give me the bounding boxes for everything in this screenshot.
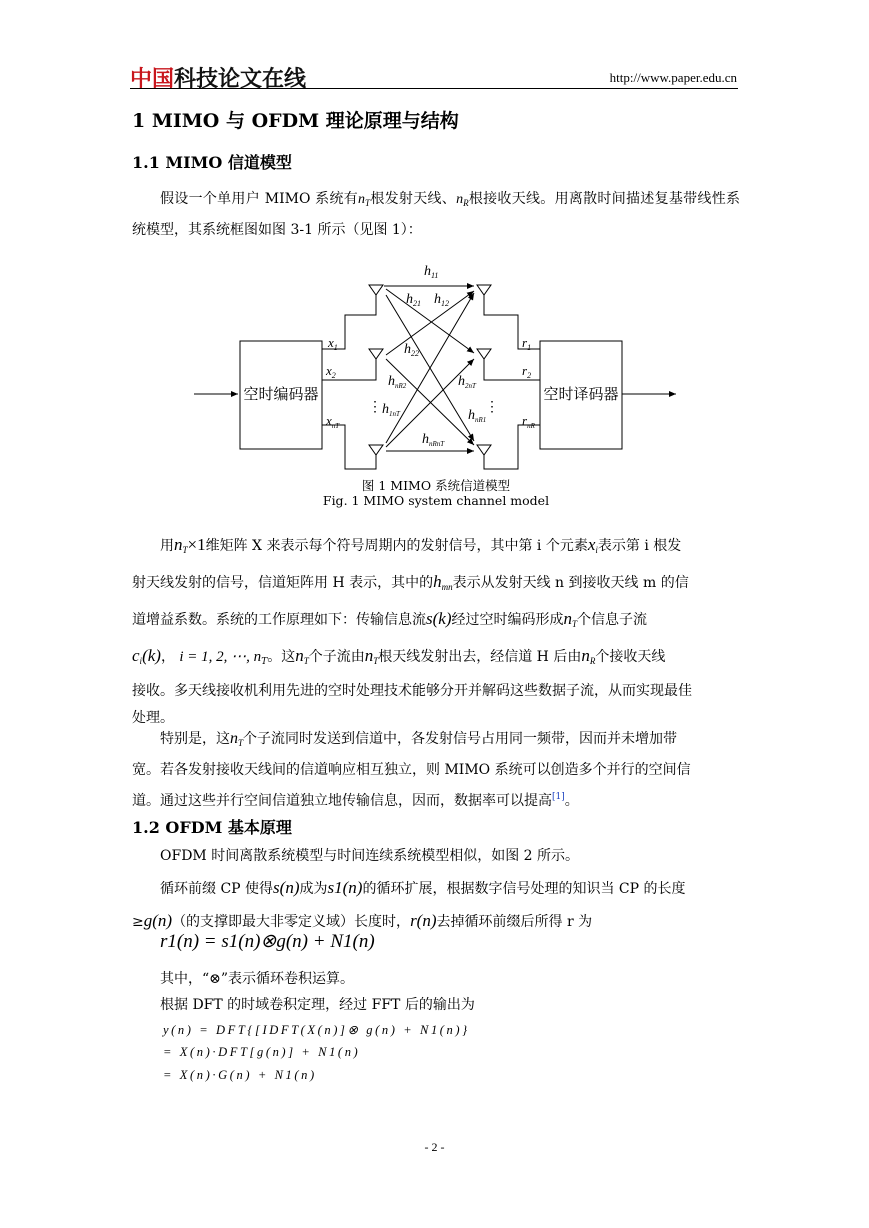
dft-line-2: = X(n)·DFT[g(n)] + N1(n): [163, 1045, 361, 1059]
label-rnR: $r_{nR}$: [522, 413, 535, 430]
rx-line-3: [484, 425, 540, 469]
tx-line-3: [322, 425, 376, 469]
paragraph-6: 其中，“⊗”表示循环卷积运算。: [160, 971, 355, 987]
paragraph-2: 用$n_T\times 1$维矩阵 X 来表示每个符号周期内的发射信号，其中第 i 个元素$x_i$表示第 i 根发 射天线发射的信号，信道矩阵用 H 表示，其中的$h_{mn}$表示从发射天线 n 到接收天线 m 的信 道增益系数。系统的工作原理如下：传输信息流s(k)经过空时编码形成$n_T$个信息子流 $c_i(k)$， i = 1, 2, ⋯, $n_T$。这$n_T$个子流由$n_T$根天线发射出去，经信道 H 后由$n_R$个接收天线 接收。多天线接收机利用先进的空时处理技术能够分开并解码这些数据子流，从而实现最佳 处理。: [132, 535, 692, 726]
math-nT: $n_T$: [358, 192, 371, 208]
dft-line-1: y(n) = DFT{[IDFT(X(n)]⊗ g(n) + N1(n)}: [163, 1023, 470, 1037]
paragraph-3: 特别是，这$n_T$个子流同时发送到信道中，各发射信号占用同一频带，因而并未增加带 宽。若各发射接收天线间的信道响应相互独立，则 MIMO 系统可以创造多个并行的空间信 道。通过这些并行空间信道独立地传输信息，因而，数据率可以提高[1]。: [132, 730, 691, 809]
channel-arrow-h1nT: [386, 293, 474, 443]
p1-text-a: 假设一个单用户 MIMO 系统有: [160, 191, 359, 207]
paragraph-1: [132, 186, 740, 244]
figure-caption-en: Fig. 1 MIMO system channel model: [322, 493, 550, 508]
label-hnR2: $h_{nR2}$: [388, 374, 407, 390]
equation-r1: r1(n) = s1(n)⊗g(n) + N1(n): [160, 931, 375, 952]
label-h1nT: $h_{1nT}$: [382, 402, 400, 418]
section-1-1-title: 1.1 MIMO 信道模型: [132, 153, 292, 172]
logo-black-text: 科技论文在线: [174, 67, 307, 92]
paragraph-7: 根据 DFT 的时域卷积定理，经过 FFT 后的输出为: [160, 997, 475, 1013]
rx-antenna-3: [477, 445, 491, 455]
label-h12: $h_{12}$: [434, 292, 449, 308]
label-hnR1: $h_{nR1}$: [468, 408, 487, 424]
page-number: - 2 -: [424, 1140, 445, 1154]
section-1-title: 1 MIMO 与 OFDM 理论原理与结构: [132, 110, 459, 132]
label-xnT: $x_{nT}$: [326, 413, 340, 430]
label-x2: $x_2$: [326, 363, 336, 380]
section-1-2-title: 1.2 OFDM 基本原理: [132, 818, 292, 837]
dft-line-3: = X(n)·G(n) + N1(n): [163, 1068, 317, 1082]
citation-1[interactable]: [1]: [552, 792, 565, 802]
rx-line-1: [484, 295, 540, 349]
tx-antenna-3: [369, 445, 383, 455]
label-h21: $h_{21}$: [406, 292, 421, 308]
logo-red-text: 中国: [130, 67, 175, 92]
paragraph-4: OFDM 时间离散系统模型与时间连续系统模型相似，如图 2 所示。: [160, 848, 580, 864]
encoder-label: 空时编码器: [243, 385, 319, 403]
channel-arrow-h12: [386, 291, 474, 355]
label-h2nT: $h_{2nT}$: [458, 374, 476, 390]
channel-arrow-h21: [386, 289, 474, 353]
label-r2: $r_2$: [522, 363, 532, 380]
math-nR: $n_R$: [456, 192, 469, 208]
figure-caption-cn: 图 1 MIMO 系统信道模型: [361, 478, 511, 493]
header-rule: [130, 88, 738, 89]
header-url[interactable]: http://www.paper.edu.cn: [609, 70, 737, 85]
decoder-label: 空时译码器: [543, 385, 619, 403]
rx-antenna-1: [477, 285, 491, 295]
paragraph-5: 循环前缀 CP 使得s(n)成为s1(n)的循环扩展，根据数字信号处理的知识当 CP 的长度 ≥g(n)（的支撑即最大非零定义域）长度时，r(n)去掉循环前缀后所得 r 为: [132, 878, 686, 930]
mimo-figure: [180, 255, 700, 477]
rx-line-2: [484, 359, 540, 380]
tx-antenna-1: [369, 285, 383, 295]
label-r1: $r_1$: [522, 335, 532, 352]
label-x1: $x_1$: [328, 335, 338, 352]
tx-antenna-2: [369, 349, 383, 359]
label-h22: $h_{22}$: [404, 342, 419, 358]
label-h11: $h_{11}$: [424, 264, 439, 280]
p1-text-b: 根发射天线、: [370, 191, 457, 207]
tx-dots: ⋮: [368, 400, 382, 415]
rx-dots: ⋮: [485, 400, 499, 415]
p1-text-c: 根接收天线。用离散时间描述复基带线性系统模型，其系统框图如图 3-1 所示（见图 1）：: [132, 191, 741, 238]
rx-antenna-2: [477, 349, 491, 359]
label-hnRnT: $h_{nRnT}$: [422, 432, 445, 448]
